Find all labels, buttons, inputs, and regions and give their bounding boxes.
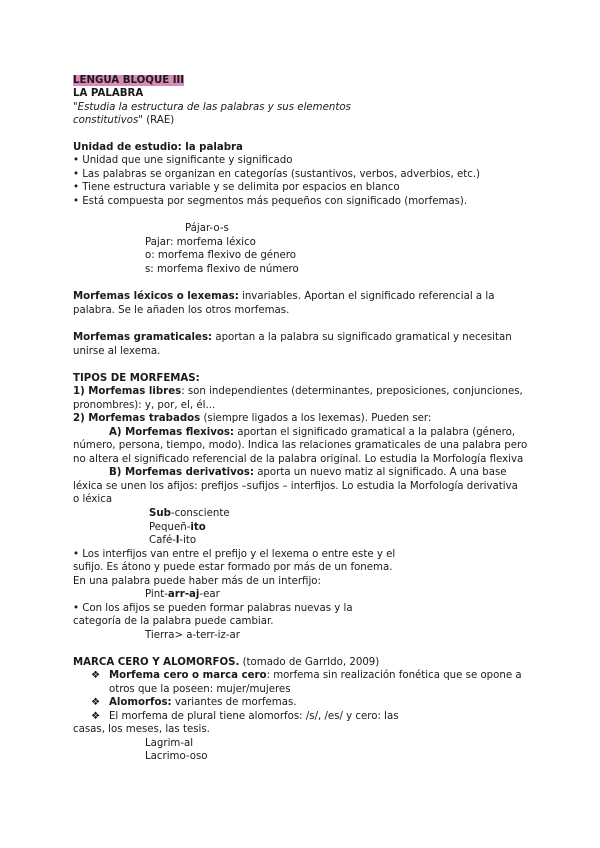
diamond-bullet-icon: ❖: [91, 711, 101, 722]
afijo-example: Café-l-ito: [149, 535, 197, 546]
interfijos-line: • Los interfijos van entre el prefijo y el lexema o entre este y el: [73, 549, 396, 560]
gramaticales-paragraph-cont: unirse al lexema.: [73, 346, 161, 357]
diamond-bullet-icon: ❖: [91, 670, 101, 681]
bloque-highlight: LENGUA BLOQUE III: [73, 75, 185, 86]
marca-cero-item: Morfema cero o marca cero: morfema sin realización fonética que se opone a: [109, 670, 522, 681]
marca-cero-heading: MARCA CERO Y ALOMORFOS. (tomado de GarrIdo, 2009): [73, 657, 380, 668]
ejemplo-palabra: Pájar-o-s: [185, 223, 229, 234]
marca-cero-item-cont: otros que la poseen: mujer/mujeres: [109, 684, 291, 695]
derivativos-line-cont: léxica se unen los afijos: prefijos –sufijos – interfijos. Lo estudia la Morfología derivativa: [73, 481, 518, 492]
interfijos-line: sufijo. Es átono y puede estar formado por más de un fonema.: [73, 562, 393, 573]
unidad-bullet: • Unidad que une significante y significado: [73, 155, 293, 166]
interfijo-example: Pint-arr-aj-ear: [145, 589, 220, 600]
gramaticales-paragraph: Morfemas gramaticales: aportan a la palabra su significado gramatical y necesitan: [73, 332, 512, 343]
afijo-example: Pequeñ-ito: [149, 522, 206, 533]
lexicos-paragraph: Morfemas léxicos o lexemas: invariables. Aportan el significado referencial a la: [73, 291, 495, 302]
afijo-example: Sub-consciente: [149, 508, 230, 519]
ejemplo-line: s: morfema flexivo de número: [145, 264, 299, 275]
alomorfos-item: Alomorfos: variantes de morfemas.: [109, 697, 297, 708]
ejemplo-line: Pajar: morfema léxico: [145, 237, 256, 248]
trabados-line: 2) Morfemas trabados (siempre ligados a los lexemas). Pueden ser:: [73, 413, 432, 424]
rae-quote-line1: "Estudia la estructura de las palabras y sus elementos: [73, 102, 351, 113]
unidad-bullet: • Las palabras se organizan en categorías (sustantivos, verbos, adverbios, etc.): [73, 169, 481, 180]
alomorfo-example: Lacrimo-oso: [145, 751, 208, 762]
afijos-line: categoría de la palabra puede cambiar.: [73, 616, 274, 627]
derivativos-line: B) Morfemas derivativos: aporta un nuevo matiz al significado. A una base: [109, 467, 507, 478]
derivativos-line-cont: o léxica: [73, 494, 113, 505]
ejemplo-line: o: morfema flexivo de género: [145, 250, 297, 261]
flexivos-line-cont: número, persona, tiempo, modo). Indica las relaciones gramaticales de una palabra pero: [73, 440, 528, 451]
tipos-heading: TIPOS DE MORFEMAS:: [73, 373, 200, 384]
flexivos-line: A) Morfemas flexivos: aportan el significado gramatical a la palabra (género,: [109, 427, 516, 438]
rae-quote-line2: constitutivos" (RAE): [73, 115, 175, 126]
alomorfo-example: Lagrim-al: [145, 738, 194, 749]
libres-line: 1) Morfemas libres: son independientes (determinantes, preposiciones, conjunciones,: [73, 386, 523, 397]
plural-item-cont: casas, los meses, las tesis.: [73, 724, 210, 735]
bloque-heading: [73, 74, 184, 87]
libres-line-cont: pronombres): y, por, el, él...: [73, 400, 216, 411]
interfijos-line: En una palabra puede haber más de un interfijo:: [73, 576, 321, 587]
flexivos-line-cont: no altera el significado referencial de la palabra original. Lo estudia la Morfología flexiva: [73, 454, 524, 465]
unidad-bullet: • Tiene estructura variable y se delimita por espacios en blanco: [73, 182, 400, 193]
page-title: LA PALABRA: [73, 88, 144, 99]
afijos-example: Tierra> a-terr-iz-ar: [145, 630, 240, 641]
unidad-bullet: • Está compuesta por segmentos más pequeños con significado (morfemas).: [73, 196, 468, 207]
diamond-bullet-icon: ❖: [91, 697, 101, 708]
plural-item: El morfema de plural tiene alomorfos: /s/, /es/ y cero: las: [109, 711, 399, 722]
afijos-line: • Con los afijos se pueden formar palabras nuevas y la: [73, 603, 353, 614]
lexicos-paragraph-cont: palabra. Se le añaden los otros morfemas.: [73, 305, 290, 316]
unidad-heading: Unidad de estudio: la palabra: [73, 142, 243, 153]
